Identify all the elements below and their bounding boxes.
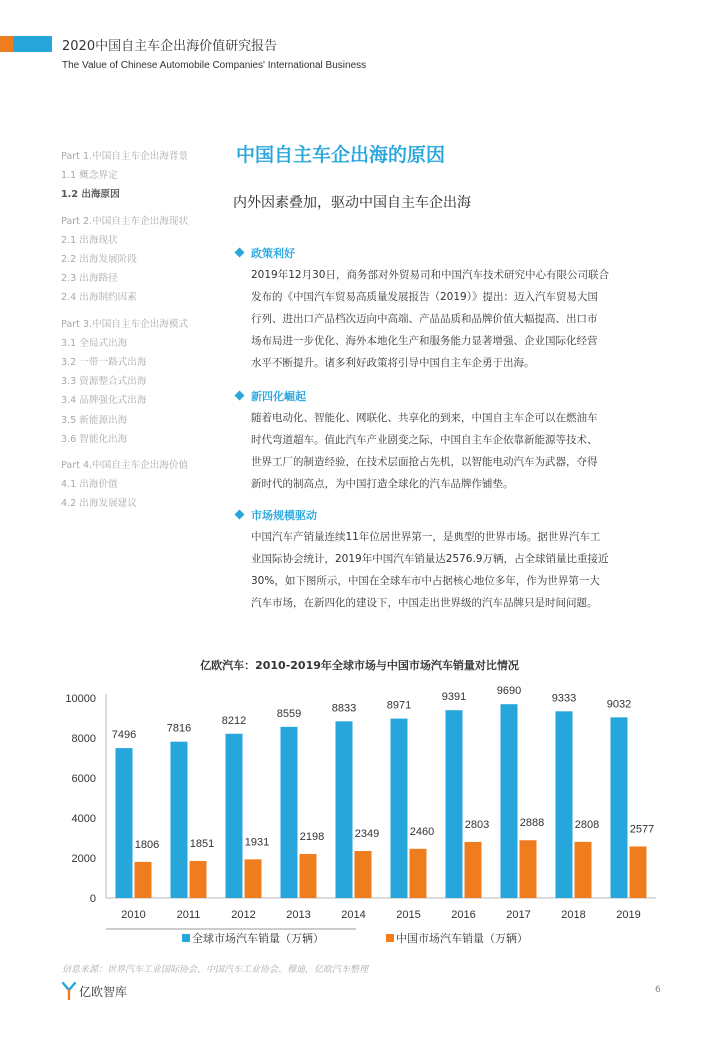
table-of-contents — [61, 147, 221, 521]
bar-china — [630, 846, 647, 898]
source-note: 信息来源：世界汽车工业国际协会、中国汽车工业协会、穆迪，亿欧汽车整理 — [62, 965, 369, 975]
header-accent-blue — [13, 36, 52, 52]
diamond-bullet-icon — [235, 248, 245, 258]
report-subtitle: The Value of Chinese Automobile Companies' International Business — [62, 60, 367, 71]
data-label-global: 8212 — [221, 714, 247, 727]
x-tick-label: 2016 — [451, 909, 476, 921]
data-label-china: 2803 — [464, 818, 490, 831]
data-label-global: 9032 — [606, 698, 632, 711]
toc-item[interactable]: 3.4 品牌强化式出海 — [61, 395, 147, 407]
y-tick-label: 10000 — [65, 693, 96, 705]
bar-china — [245, 859, 262, 898]
bar-global — [281, 727, 298, 898]
text-line: 行列、进出口产品档次迈向中高端、产品品质和品牌价值大幅提高、出口市 — [251, 313, 598, 325]
data-label-china: 1851 — [189, 837, 215, 850]
bar-global — [116, 748, 133, 898]
toc-item[interactable]: 3.3 资源整合式出海 — [61, 376, 147, 388]
bar-china — [520, 840, 537, 898]
data-label-china: 2808 — [574, 818, 600, 831]
bar-global — [226, 734, 243, 898]
toc-item[interactable]: 2.4 出海制约因素 — [61, 292, 137, 304]
bar-global — [556, 711, 573, 898]
x-tick-label: 2010 — [121, 909, 146, 921]
bar-china — [135, 862, 152, 898]
x-tick-label: 2018 — [561, 909, 586, 921]
x-tick-label: 2011 — [176, 909, 201, 921]
bar-china — [465, 842, 482, 898]
text-line: 业国际协会统计，2019年中国汽车销量达2576.9万辆，占全球销量比重接近 — [251, 553, 609, 565]
data-label-global: 9690 — [496, 686, 522, 698]
x-tick-label: 2014 — [341, 909, 366, 921]
bar-china — [300, 854, 317, 898]
toc-item[interactable]: 3.6 智能化出海 — [61, 433, 128, 445]
toc-item[interactable]: 2.3 出海路径 — [61, 273, 118, 285]
x-tick-label: 2019 — [616, 909, 641, 921]
yiou-logo-icon — [62, 982, 76, 1000]
logo-text: 亿欧智库 — [79, 984, 128, 999]
point-heading: 市场规模驱动 — [233, 505, 663, 526]
text-line: 水平不断提升。诸多利好政策将引导中国自主车企勇于出海。 — [251, 357, 535, 369]
y-tick-label: 0 — [89, 893, 96, 905]
text-line: 时代弯道超车。值此汽车产业剧变之际，中国自主车企依靠新能源等技术、 — [251, 434, 598, 446]
y-tick-label: 2000 — [71, 853, 96, 865]
data-label-global: 9391 — [441, 691, 467, 704]
toc-group — [61, 212, 221, 308]
legend-label: 中国市场汽车销量（万辆） — [396, 932, 528, 945]
bar-china — [190, 861, 207, 898]
x-tick-label: 2015 — [396, 909, 421, 921]
point-heading: 新四化崛起 — [233, 386, 663, 407]
data-label-china: 2349 — [354, 828, 380, 841]
data-label-china: 2888 — [519, 817, 545, 830]
text-line: 世界工厂的制造经验，在技术层面抢占先机，以智能电动汽车为武器，夺得 — [251, 456, 598, 468]
toc-item[interactable]: 1.1 概念界定 — [61, 170, 118, 182]
text-line: 中国汽车产销量连续11年位居世界第一，是典型的世界市场。据世界汽车工 — [251, 531, 601, 543]
data-label-global: 7816 — [166, 722, 192, 735]
y-tick-label: 4000 — [71, 813, 96, 825]
bar-china — [575, 842, 592, 898]
text-line: 发布的《中国汽车贸易高质量发展报告（2019）》提出：迈入汽车贸易大国 — [251, 291, 598, 303]
toc-group — [61, 147, 221, 205]
data-label-global: 8833 — [331, 702, 357, 715]
legend-label: 全球市场汽车销量（万辆） — [192, 932, 324, 945]
data-label-global: 8971 — [386, 699, 412, 712]
bar-china — [410, 849, 427, 898]
data-label-china: 2577 — [629, 823, 655, 836]
toc-group — [61, 456, 221, 514]
legend-swatch — [386, 934, 394, 942]
data-label-global: 7496 — [111, 729, 137, 742]
x-tick-label: 2013 — [286, 909, 311, 921]
page-number: 6 — [655, 985, 661, 995]
point-heading: 政策利好 — [233, 243, 663, 264]
toc-item[interactable]: 3.1 全局式出海 — [61, 337, 128, 349]
bar-global — [171, 742, 188, 898]
text-line: 30%，如下图所示，中国在全球车市中占据核心地位多年，作为世界第一大 — [251, 575, 600, 587]
text-line: 场布局进一步优化、海外本地化生产和服务能力显著增强、企业国际化经营 — [251, 335, 598, 347]
bar-global — [611, 717, 628, 898]
point-policy — [233, 243, 663, 374]
bar-global — [336, 721, 353, 898]
data-label-global: 8559 — [276, 707, 302, 720]
toc-item[interactable]: 4.2 出海发展建议 — [61, 498, 137, 510]
x-tick-label: 2012 — [231, 909, 256, 921]
toc-item[interactable]: 2.1 出海现状 — [61, 234, 118, 246]
data-label-global: 9333 — [551, 692, 577, 705]
point-new-four — [233, 386, 663, 495]
point-body — [233, 526, 663, 614]
toc-item-active[interactable]: 1.2 出海原因 — [61, 189, 120, 201]
chart-title: 亿欧汽车：2010-2019年全球市场与中国市场汽车销量对比情况 — [200, 659, 519, 672]
section-subtitle: 内外因素叠加，驱动中国自主车企出海 — [233, 195, 471, 211]
text-line: 2019年12月30日，商务部对外贸易司和中国汽车技术研究中心有限公司联合 — [251, 269, 609, 281]
point-market — [233, 505, 663, 614]
toc-item[interactable]: 3.2 一带一路式出海 — [61, 357, 147, 369]
data-label-china: 1931 — [244, 836, 270, 849]
sales-bar-chart — [56, 686, 666, 954]
toc-item[interactable]: Part 1.中国自主车企出海背景 — [61, 151, 189, 162]
text-line: 新时代的制高点，为中国打造全球化的汽车品牌作铺垫。 — [251, 478, 514, 490]
toc-item[interactable]: Part 4.中国自主车企出海价值 — [61, 460, 189, 472]
header-accent-bar — [0, 36, 52, 52]
bar-global — [446, 710, 463, 898]
toc-item[interactable]: Part 2.中国自主车企出海现状 — [61, 215, 189, 227]
point-body — [233, 407, 663, 495]
toc-item[interactable]: Part 3.中国自主车企出海模式 — [61, 318, 189, 330]
toc-item[interactable]: 3.5 新能源出海 — [61, 414, 128, 426]
point-body — [233, 264, 663, 374]
header-accent-orange — [0, 36, 13, 52]
text-line: 汽车市场，在新四化的建设下，中国走出世界级的汽车品牌只是时间问题。 — [251, 597, 598, 609]
y-tick-label: 8000 — [71, 733, 96, 745]
toc-item[interactable]: 4.1 出海价值 — [61, 479, 118, 491]
diamond-bullet-icon — [235, 391, 245, 401]
y-tick-label: 6000 — [71, 773, 96, 785]
bar-global — [501, 704, 518, 898]
report-title: 2020中国自主车企出海价值研究报告 — [62, 39, 278, 54]
bar-global — [391, 719, 408, 898]
toc-item[interactable]: 2.2 出海发展阶段 — [61, 254, 137, 266]
bar-china — [355, 851, 372, 898]
text-line: 随着电动化、智能化、网联化、共享化的到来，中国自主车企可以在燃油车 — [251, 412, 598, 424]
logo — [62, 982, 127, 1000]
data-label-china: 1806 — [134, 838, 160, 851]
x-tick-label: 2017 — [506, 909, 531, 921]
legend-swatch — [182, 934, 190, 942]
diamond-bullet-icon — [235, 510, 245, 520]
section-title: 中国自主车企出海的原因 — [236, 144, 446, 166]
data-label-china: 2460 — [409, 825, 435, 838]
data-label-china: 2198 — [299, 831, 325, 844]
toc-group — [61, 315, 221, 449]
